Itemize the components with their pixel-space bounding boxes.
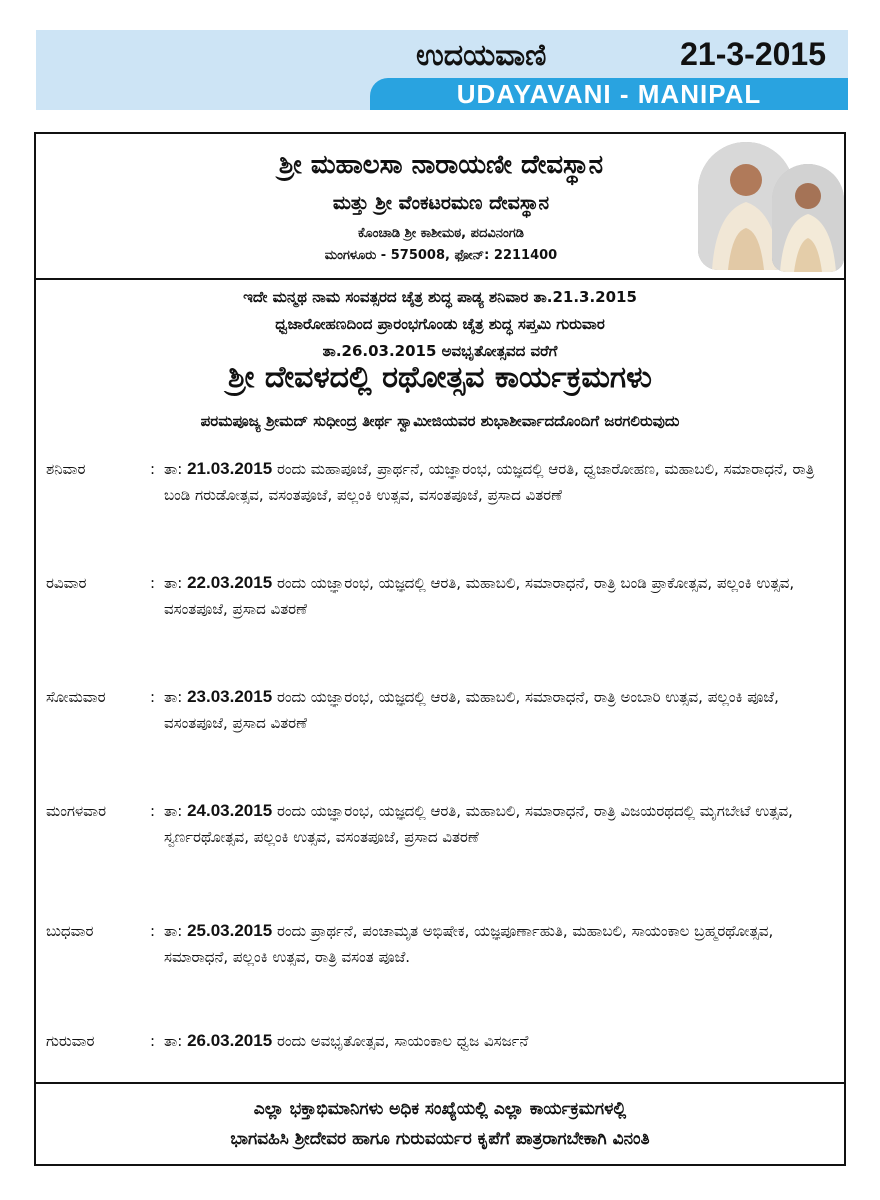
blessing-line: ಪರಮಪೂಜ್ಯ ಶ್ರೀಮದ್ ಸುಧೀಂದ್ರ ತೀರ್ಥ ಸ್ವಾಮೀಜಿಯವರ ಶುಭಾಶೀರ್ವಾದದೊಂದಿಗೆ ಜರಗಲಿರುವುದು [200, 412, 680, 430]
date-prefix: ತಾ: [164, 460, 188, 478]
date-prefix: ತಾ: [164, 922, 188, 940]
event-date: 23.03.2015 [187, 687, 273, 706]
date-prefix: ತಾ: [164, 1032, 188, 1050]
event-date: 22.03.2015 [187, 573, 273, 592]
intro-line: ತಾ.26.03.2015 ಅವಭೃತೋತ್ಸವದ ವರೆಗೆ [322, 342, 558, 360]
day-colon: : [150, 688, 156, 706]
day-label: ಶನಿವಾರ [46, 460, 86, 478]
newspaper-name: ಉದಯವಾಣಿ [416, 38, 547, 73]
date-prefix: ತಾ: [164, 802, 188, 820]
intro-text [36, 284, 844, 365]
temple-advertisement [34, 132, 846, 1166]
temple-address-line2: ಮಂಗಳೂರು - 575008, ಫೋನ್: 2211400 [324, 248, 558, 263]
temple-subtitle: ಮತ್ತು ಶ್ರೀ ವೆಂಕಟರಮಣ ದೇವಸ್ಥಾನ [332, 192, 550, 214]
event-date: 24.03.2015 [187, 801, 273, 820]
day-label: ಬುಧವಾರ [46, 922, 94, 940]
invitation-footer [36, 1082, 844, 1164]
event-title: ಶ್ರೀ ದೇವಳದಲ್ಲಿ ರಥೋತ್ಸವ ಕಾರ್ಯಕ್ರಮಗಳು [228, 360, 652, 395]
day-label: ಗುರುವಾರ [46, 1032, 95, 1050]
day-details [164, 918, 834, 970]
day-activities: ರಂದು ಯಜ್ಞಾರಂಭ, ಯಜ್ಞದಲ್ಲಿ ಆರತಿ, ಮಹಾಬಲಿ, ಸಮಾರಾಧನೆ, ರಾತ್ರಿ ಬಂಡಿ ಪ್ರಾಕೋತ್ಸವ, ಪಲ್ಲಂಕಿ ಉತ್ಸವ, ವಸಂತಪೂಜೆ, ಪ್ರಸಾದ ವಿತರಣೆ [164, 574, 795, 618]
day-details [164, 798, 834, 850]
day-activities: ರಂದು ಯಜ್ಞಾರಂಭ, ಯಜ್ಞದಲ್ಲಿ ಆರತಿ, ಮಹಾಬಲಿ, ಸಮಾರಾಧನೆ, ರಾತ್ರಿ ಅಂಬಾರಿ ಉತ್ಸವ, ಪಲ್ಲಂಕಿ ಪೂಜೆ, ವಸಂತಪೂಜೆ, ಪ್ರಸಾದ ವಿತರಣೆ [164, 688, 779, 732]
person-silhouette-icon [772, 164, 844, 272]
intro-line: ಇದೇ ಮನ್ಮಥ ನಾಮ ಸಂವತ್ಸರದ ಚೈತ್ರ ಶುದ್ಧ ಪಾಡ್ಯ ಶನಿವಾರ ತಾ.21.3.2015 [243, 288, 637, 306]
day-activities: ರಂದು ಅವಭೃತೋತ್ಸವ, ಸಾಯಂಕಾಲ ಧ್ವಜ ವಿಸರ್ಜನೆ [272, 1032, 529, 1050]
day-details [164, 456, 834, 508]
day-colon: : [150, 574, 156, 592]
day-colon: : [150, 1032, 156, 1050]
ad-header [36, 134, 844, 280]
intro-line: ಧ್ವಜಾರೋಹಣದಿಂದ ಪ್ರಾರಂಭಗೊಂಡು ಚೈತ್ರ ಶುದ್ಧ ಸಪ್ತಮಿ ಗುರುವಾರ [275, 315, 605, 333]
day-colon: : [150, 922, 156, 940]
day-colon: : [150, 460, 156, 478]
publication-date: 21-3-2015 [680, 36, 826, 72]
swamiji-photo-small [772, 164, 844, 272]
footer-line: ಎಲ್ಲಾ ಭಕ್ತಾಭಿಮಾನಿಗಳು ಅಧಿಕ ಸಂಖ್ಯೆಯಲ್ಲಿ ಎಲ್ಲಾ ಕಾರ್ಯಕ್ರಮಗಳಲ್ಲಿ [253, 1099, 627, 1119]
day-label: ಮಂಗಳವಾರ [46, 802, 107, 820]
event-date: 21.03.2015 [187, 459, 273, 478]
day-colon: : [150, 802, 156, 820]
date-prefix: ತಾ: [164, 688, 188, 706]
day-details [164, 1028, 834, 1054]
event-date: 26.03.2015 [187, 1031, 273, 1050]
day-details [164, 684, 834, 736]
day-activities: ರಂದು ಯಜ್ಞಾರಂಭ, ಯಜ್ಞದಲ್ಲಿ ಆರತಿ, ಮಹಾಬಲಿ, ಸಮಾರಾಧನೆ, ರಾತ್ರಿ ವಿಜಯರಥದಲ್ಲಿ ಮೃಗಬೇಟೆ ಉತ್ಸವ, ಸ್ವರ್ಣರಥೋತ್ಸವ, ಪಲ್ಲಂಕಿ ಉತ್ಸವ, ವಸಂತಪೂಜೆ, ಪ್ರಸಾದ ವಿತರಣೆ [164, 802, 793, 846]
footer-line: ಭಾಗವಹಿಸಿ ಶ್ರೀದೇವರ ಹಾಗೂ ಗುರುವರ್ಯರ ಕೃಪೆಗೆ ಪಾತ್ರರಾಗಬೇಕಾಗಿ ವಿನಂತಿ [230, 1129, 650, 1149]
temple-address-line1: ಕೊಂಚಾಡಿ ಶ್ರೀ ಕಾಶೀಮಠ, ಪದವಿನಂಗಡಿ [358, 226, 524, 241]
day-label: ಸೋಮವಾರ [46, 688, 106, 706]
day-label: ರವಿವಾರ [46, 574, 87, 592]
day-activities: ರಂದು ಪ್ರಾರ್ಥನೆ, ಪಂಚಾಮೃತ ಅಭಿಷೇಕ, ಯಜ್ಞಪೂರ್ಣಾಹುತಿ, ಮಹಾಬಲಿ, ಸಾಯಂಕಾಲ ಬ್ರಹ್ಮರಥೋತ್ಸವ, ಸಮಾರಾಧನೆ, ಪಲ್ಲಂಕಿ ಉತ್ಸವ, ರಾತ್ರಿ ವಸಂತ ಪೂಜೆ. [164, 922, 774, 966]
edition-banner: UDAYAVANI - MANIPAL [370, 78, 848, 110]
event-date: 25.03.2015 [187, 921, 273, 940]
day-details [164, 570, 834, 622]
day-activities: ರಂದು ಮಹಾಪೂಜೆ, ಪ್ರಾರ್ಥನೆ, ಯಜ್ಞಾರಂಭ, ಯಜ್ಞದಲ್ಲಿ ಆರತಿ, ಧ್ವಜಾರೋಹಣ, ಮಹಾಬಲಿ, ಸಮಾರಾಧನೆ, ರಾತ್ರಿ ಬಂಡಿ ಗರುಡೋತ್ಸವ, ವಸಂತಪೂಜೆ, ಪಲ್ಲಂಕಿ ಉತ್ಸವ, ವಸಂತಪೂಜೆ, ಪ್ರಸಾದ ವಿತರಣೆ [164, 460, 815, 504]
date-prefix: ತಾ: [164, 574, 188, 592]
temple-name: ಶ್ರೀ ಮಹಾಲಸಾ ನಾರಾಯಣೀ ದೇವಸ್ಥಾನ [278, 150, 604, 180]
